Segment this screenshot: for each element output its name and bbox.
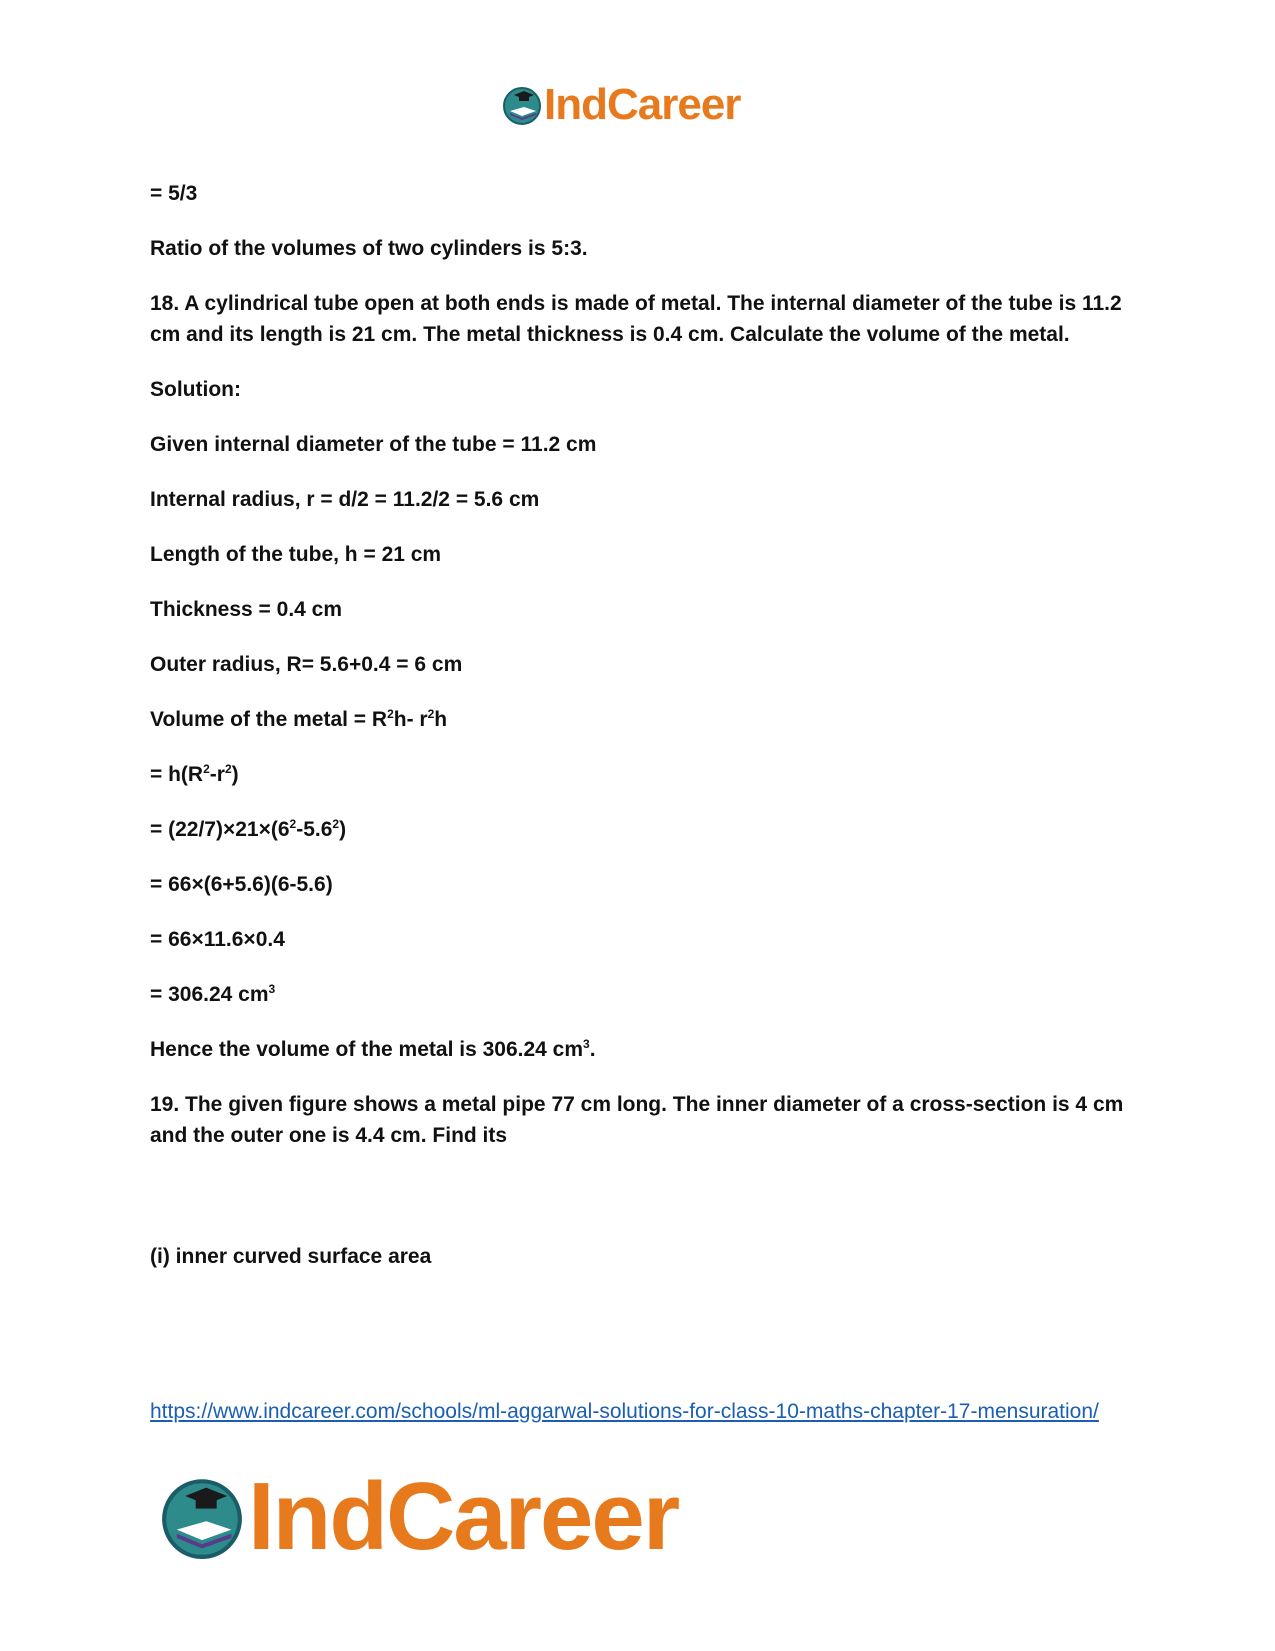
source-link[interactable]: https://www.indcareer.com/schools/ml-aggarwal-solutions-for-class-10-maths-chapter-17-mensuration/ xyxy=(150,1400,1099,1423)
text-line: Outer radius, R= 5.6+0.4 = 6 cm xyxy=(150,653,463,676)
text-line: Length of the tube, h = 21 cm xyxy=(150,543,442,566)
globe-book-icon xyxy=(502,85,542,125)
text-line: Thickness = 0.4 cm xyxy=(150,598,343,621)
formula-line: = $h(R^2-r^2)$ xyxy=(150,762,239,786)
text-line: = 5/3 xyxy=(150,182,198,205)
logo-text: IndCareer xyxy=(544,80,741,129)
text-line: Ratio of the volumes of two cylinders is 5:3. xyxy=(150,237,588,260)
formula-line: = $(22/7)\times 21\times(6^2-5.6^2)$ xyxy=(150,817,347,841)
text-line: Internal radius, r = d/2 = 11.2/2 = 5.6 cm xyxy=(150,488,540,511)
formula-line: = 306.24 $cm^3$ xyxy=(150,982,276,1006)
solution-heading: Solution: xyxy=(150,378,241,401)
document-body xyxy=(150,178,1130,1296)
conclusion: Hence the volume of the metal is 306.24 $cm^3$. xyxy=(150,1037,596,1061)
logo-text: IndCareer xyxy=(248,1463,679,1570)
formula-line: = 66×11.6×0.4 xyxy=(150,928,285,951)
formula-line: Volume of the metal = $R^2h-$ $r^2h$ xyxy=(150,707,448,731)
question-19: 19. The given figure shows a metal pipe 77 cm long. The inner diameter of a cross-section is 4 cm and the outer one is 4.4 cm. Find its xyxy=(150,1093,1124,1147)
globe-book-icon xyxy=(160,1475,244,1559)
logo-top xyxy=(502,80,740,130)
question-19-part-i: (i) inner curved surface area xyxy=(150,1245,432,1268)
logo-bottom xyxy=(160,1462,678,1572)
formula-line: = 66×(6+5.6)(6-5.6) xyxy=(150,873,333,896)
question-18: 18. A cylindrical tube open at both ends is made of metal. The internal diameter of the tube is 11.2 cm and its length is 21 cm. The metal thickness is 0.4 cm. Calculate the volume of the metal. xyxy=(150,292,1122,346)
text-line: Given internal diameter of the tube = 11.2 cm xyxy=(150,433,597,456)
